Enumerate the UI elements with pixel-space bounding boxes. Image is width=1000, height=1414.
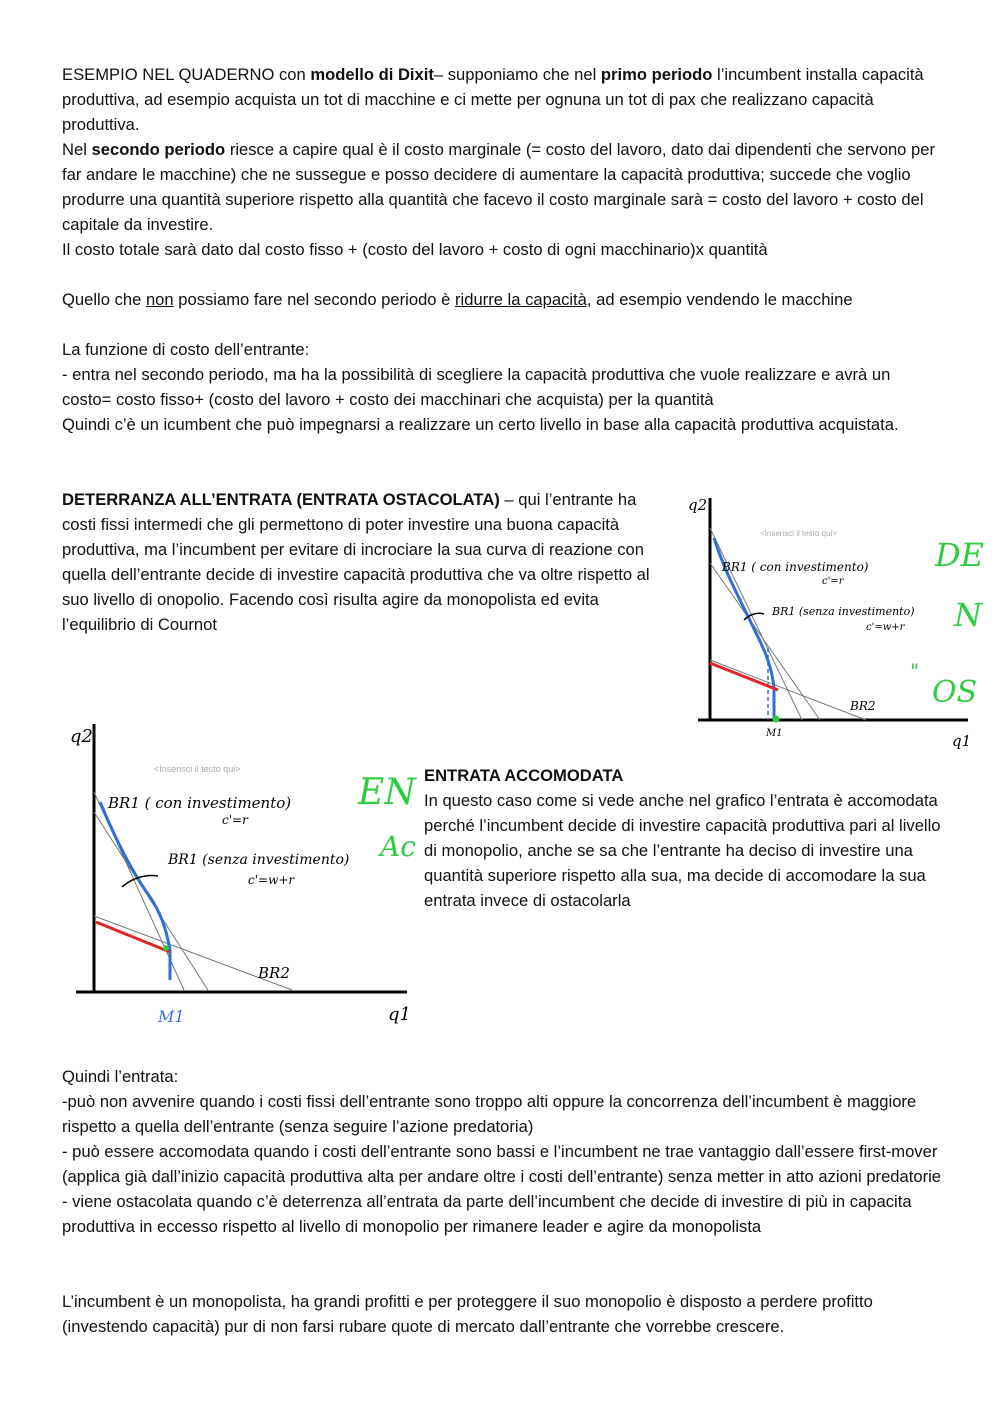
entrant-line-2: - entra nel secondo periodo, ma ha la possibilità di scegliere la capacità produttiva che vuole realizzare e avrà un costo= costo fisso+ (costo del lavoro + costo dei macchinari che acquista) per la quantità [62, 365, 891, 409]
figure-deterrence-svg [680, 488, 985, 750]
br1-without-cost: c'=w+r [248, 873, 295, 887]
summary-block [62, 1064, 942, 1239]
equilibrium-marker [163, 945, 169, 951]
intro-p1-bold-dixit: modello di Dixit [310, 65, 434, 84]
m1-label: M1 [766, 728, 783, 739]
intro-paragraph-3: Il costo totale sarà dato dal costo fisso + (costo del lavoro + costo di ogni macchinario)x quantità [62, 240, 768, 259]
intro-p2-suffix: riesce a capire qual è il costo marginale (= costo del lavoro, dato dai dipendenti che servono per far andare le macchine) che ne sussegue e posso decidere di aumentare la capacità produttiva; succede che voglio produrre una quantità superiore rispetto alla quantità che facevo il costo marginale sarà = costo del lavoro + costo del capitale da investire. [62, 140, 935, 234]
handwriting-en: EN [358, 772, 416, 813]
intro-p2-prefix: Nel [62, 140, 92, 159]
br1-without-cost: c'=w+r [866, 622, 905, 633]
deterrence-title: DETERRANZA ALL’ENTRATA (ENTRATA OSTACOLATA) [62, 490, 500, 509]
br1-grey-line-1 [710, 528, 802, 720]
deterrence-paragraph [62, 487, 662, 637]
summary-line-2: - può essere accomodata quando i costi dell’entrante sono bassi e l’incumbent ne trae vantaggio dall’essere first-mover (applica già dall’inizio capacità produttiva alta per andare oltre i costi dell’entrante) senza metter in atto azioni predatorie [62, 1142, 942, 1186]
deterrence-text: – qui l’entrante ha costi fissi intermedi che gli permettono di poter investire una buona capacità produttiva, ma l’incumbent per evitare di incrociare la sua curva di reazione con quella dell’entrante decide di investire capacità produttiva che va oltre rispetto al suo livello di onopolio. Facendo così risulta agire da monopolista ed evita l’equilibrio di Cournot [62, 490, 650, 634]
intro-p2-bold-second-period: secondo periodo [91, 140, 226, 159]
entrant-block [62, 337, 942, 437]
capacity-paragraph [62, 287, 942, 312]
br1-without-label: BR1 (senza investimento) [772, 605, 915, 618]
intro-paragraph-2 [62, 137, 942, 237]
capacity-mid: possiamo fare nel secondo periodo è [173, 290, 455, 309]
figure-accommodated-svg [62, 712, 416, 1032]
placeholder-text: <Inserisci il testo qui> [760, 529, 837, 538]
capacity-suffix: ad esempio vendendo le macchine [591, 290, 853, 309]
handwriting-os: OS [932, 675, 978, 710]
intro-paragraph-1 [62, 62, 942, 137]
monopoly-point-marker [773, 716, 780, 723]
handwriting-n: N [954, 596, 982, 634]
y-axis-label: q2 [688, 496, 708, 514]
handwriting-de: DE [935, 536, 985, 574]
summary-line-3: - viene ostacolata quando c’è deterrenza all’entrata da parte dell’incumbent che decide di investire di più in capacita produttiva in eccesso rispetto al livello di monopolio per rimanere leader e agire da monopolista [62, 1192, 912, 1236]
closing-paragraph: L’incumbent è un monopolista, ha grandi profitti e per proteggere il suo monopolio è disposto a perdere profitto (investendo capacità) pur di non farsi rubare quote di mercato dall’entrante che vorrebbe crescere. [62, 1292, 873, 1336]
accommodated-text: In questo caso come si vede anche nel grafico l’entrata è accomodata perché l’incumbent decide di investire capacità produttiva pari al livello di monopolio, anche se sa che l’entrante ha deciso di investire una quantità superiore rispetto alla sua, ma decide di accomodare la sua entrata invece di ostacolarla [424, 791, 941, 910]
handwriting-ac: Ac [380, 830, 416, 863]
intro-p1-prefix: ESEMPIO NEL QUADERNO con [62, 65, 311, 84]
br1-with-cost: c'=r [222, 813, 248, 827]
accommodated-title: ENTRATA ACCOMODATA [424, 766, 624, 785]
br1-without-label: BR1 (senza investimento) [168, 852, 350, 868]
entrant-line-3: Quindi c’è un icumbent che può impegnarsi a realizzare un certo livello in base alla capacità produttiva acquistata. [62, 415, 899, 434]
x-axis-label: q1 [388, 1004, 411, 1025]
br2-label: BR2 [258, 964, 290, 982]
intro-p1-suffix: l’incumbent installa capacità produttiva, ad esempio acquista un tot di macchine e ci mette per ognuna un tot di pax che realizzano capacità produttiva. [62, 65, 924, 134]
accommodated-paragraph [424, 763, 944, 913]
intro-p1-mid: – supponiamo che nel [433, 65, 601, 84]
intro-block [62, 62, 942, 262]
capacity-prefix: Quello che [62, 290, 146, 309]
br1-with-cost: c'=r [822, 576, 844, 587]
summary-line-0: Quindi l’entrata: [62, 1067, 179, 1086]
placeholder-text: <Inserisci il testo qui> [154, 764, 241, 774]
figure-deterrence [680, 488, 985, 750]
br1-with-label: BR1 ( con investimento) [722, 560, 869, 574]
m1-label: M1 [158, 1007, 185, 1026]
br1-blue-curve [100, 802, 170, 980]
intro-p1-bold-first-period: primo periodo [600, 65, 713, 84]
br2-label: BR2 [850, 699, 876, 713]
capacity-underline-non: non [145, 290, 174, 309]
br2-grey-line [710, 660, 866, 720]
handwriting-quote: " [910, 659, 920, 683]
br1-with-label: BR1 ( con investimento) [108, 794, 292, 812]
y-axis-label: q2 [70, 726, 93, 747]
br2-red-segment [96, 922, 170, 952]
x-axis-label: q1 [952, 732, 972, 750]
entrant-line-1: La funzione di costo dell’entrante: [62, 340, 310, 359]
summary-line-1: -può non avvenire quando i costi fissi dell’entrante sono troppo alti oppure la concorrenza dell’incumbent è maggiore rispetto a quella dell’entrante (senza seguire l’azione predatoria) [62, 1092, 917, 1136]
figure-accommodated [62, 712, 416, 1032]
capacity-underline-reduce: ridurre la capacità, [455, 290, 592, 309]
